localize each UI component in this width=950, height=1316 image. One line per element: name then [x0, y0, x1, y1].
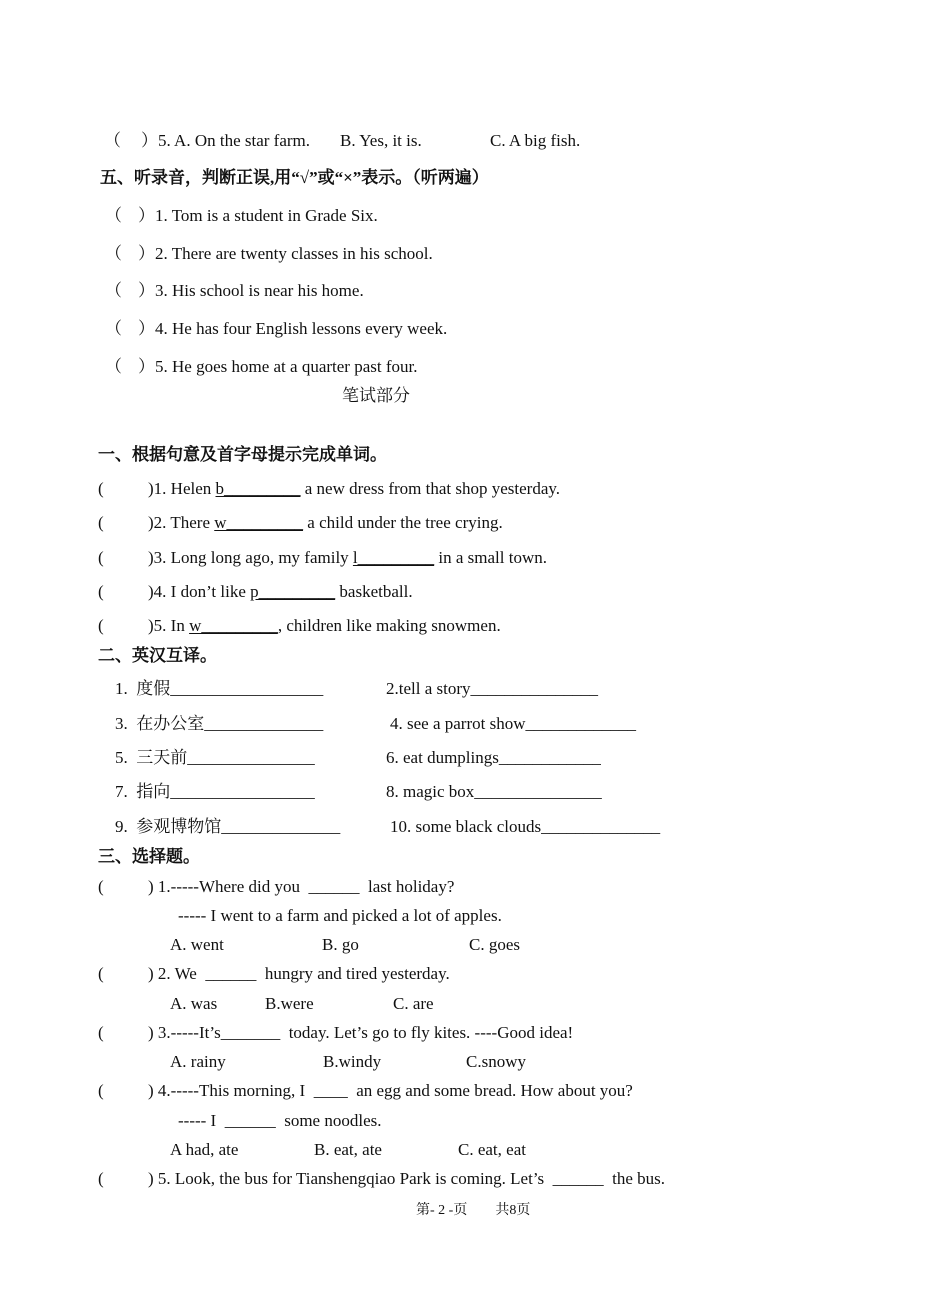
answer-bracket: （ — [105, 319, 122, 338]
blank-line: ______________ — [204, 714, 324, 733]
sentence-end: in a small town. — [434, 548, 548, 567]
translation-item — [115, 679, 323, 699]
answer-bracket: ( — [98, 1081, 104, 1100]
option-a: A. went — [170, 935, 224, 954]
blank-line: w_________ — [189, 616, 278, 635]
translation-item — [390, 817, 660, 837]
option-a: A had, ate — [170, 1140, 239, 1159]
blank-line: _______________ — [470, 679, 599, 698]
statement-text: ）1. Tom is a student in Grade Six. — [138, 206, 378, 225]
answer-bracket: （ — [105, 244, 122, 263]
sentence-start: )1. Helen — [148, 479, 216, 498]
answer-bracket: ( — [98, 1169, 104, 1188]
sentence-end: , children like making snowmen. — [277, 616, 501, 635]
blank-line: _________________ — [170, 782, 315, 801]
sentence-end: basketball. — [335, 582, 413, 601]
translation-item — [115, 748, 315, 768]
answer-bracket: ( — [98, 877, 104, 896]
translation-item — [115, 714, 323, 734]
fill-in-sentence — [148, 616, 501, 636]
item-label: 5. 三天前 — [115, 748, 188, 767]
answer-bracket: ( — [98, 479, 104, 498]
section-three-title: 三、选择题。 — [98, 847, 200, 866]
answer-bracket: ( — [98, 548, 104, 567]
item-label: 1. 度假 — [115, 679, 171, 698]
option-b: B. eat, ate — [314, 1140, 382, 1159]
answer-bracket: （ — [104, 131, 121, 150]
dialogue-reply: ----- I went to a farm and picked a lot of apples. — [178, 906, 502, 925]
sentence-end: a new dress from that shop yesterday. — [300, 479, 561, 498]
sentence-start: )5. In — [148, 616, 190, 635]
answer-bracket: ( — [98, 616, 104, 635]
blank-line: ____________ — [498, 748, 601, 767]
option-b: B. go — [322, 935, 359, 954]
option-b: B.were — [265, 994, 314, 1013]
dialogue-reply: ----- I ______ some noodles. — [178, 1111, 382, 1130]
option-b: B.windy — [323, 1052, 382, 1071]
blank-line: ______________ — [541, 817, 661, 836]
question-text: ）5. A. On the star farm. — [141, 131, 311, 150]
statement-text: ）5. He goes home at a quarter past four. — [138, 357, 418, 376]
answer-bracket: ( — [98, 1023, 104, 1042]
question-text: ) 1.-----Where did you ______ last holiday? — [148, 877, 455, 896]
blank-line: ______________ — [221, 817, 341, 836]
translation-item — [386, 782, 602, 802]
sentence-start: )2. There — [148, 513, 215, 532]
blank-line: l_________ — [352, 548, 435, 567]
section-five-title: 五、听录音，判断正误,用“√”或“×”表示。（听两遍） — [100, 168, 489, 187]
answer-bracket: ( — [98, 513, 104, 532]
question-text: ) 2. We ______ hungry and tired yesterday. — [148, 964, 450, 983]
item-label: 9. 参观博物馆 — [115, 817, 222, 836]
translation-item — [386, 679, 598, 699]
option-c: C. A big fish. — [490, 131, 581, 150]
option-c: C. are — [393, 994, 434, 1013]
option-b: B. Yes, it is. — [340, 131, 422, 150]
question-text: ) 5. Look, the bus for Tianshengqiao Park is coming. Let’s ______ the bus. — [148, 1169, 666, 1188]
blank-line: __________________ — [170, 679, 324, 698]
blank-line: _______________ — [187, 748, 315, 767]
option-a: A. was — [170, 994, 218, 1013]
sentence-start: )3. Long long ago, my family — [148, 548, 353, 567]
blank-line: _______________ — [474, 782, 602, 801]
answer-bracket: ( — [98, 582, 104, 601]
translation-item — [390, 714, 636, 734]
item-label: 6. eat dumplings — [386, 748, 499, 767]
answer-bracket: （ — [105, 357, 122, 376]
option-a: A. rainy — [170, 1052, 226, 1071]
fill-in-sentence — [148, 479, 560, 499]
blank-line: b_________ — [215, 479, 301, 498]
fill-in-sentence — [148, 582, 413, 602]
answer-bracket: ( — [98, 964, 104, 983]
sentence-start: )4. I don’t like — [148, 582, 251, 601]
translation-item — [386, 748, 601, 768]
statement-text: ）2. There are twenty classes in his school. — [138, 244, 433, 263]
option-c: C.snowy — [466, 1052, 526, 1071]
item-label: 4. see a parrot show — [390, 714, 526, 733]
option-c: C. eat, eat — [458, 1140, 526, 1159]
section-two-title: 二、英汉互译。 — [98, 646, 217, 665]
answer-bracket: （ — [105, 281, 122, 300]
blank-line: _____________ — [525, 714, 636, 733]
item-label: 10. some black clouds — [390, 817, 542, 836]
item-label: 3. 在办公室 — [115, 714, 205, 733]
fill-in-sentence — [148, 513, 503, 533]
sentence-end: a child under the tree crying. — [303, 513, 503, 532]
answer-bracket: （ — [105, 206, 122, 225]
question-text: ) 3.-----It’s_______ today. Let’s go to fly kites. ----Good idea! — [148, 1023, 574, 1042]
written-part-heading: 笔试部分 — [342, 386, 410, 405]
translation-item — [115, 782, 315, 802]
section-one-title: 一、根据句意及首字母提示完成单词。 — [98, 445, 387, 464]
translation-item — [115, 817, 340, 837]
question-text: ) 4.-----This morning, I ____ an egg and some bread. How about you? — [148, 1081, 633, 1100]
item-label: 8. magic box — [386, 782, 475, 801]
item-label: 2.tell a story — [386, 679, 471, 698]
item-label: 7. 指向 — [115, 782, 171, 801]
blank-line: w_________ — [214, 513, 304, 532]
statement-text: ）4. He has four English lessons every week. — [138, 319, 448, 338]
fill-in-sentence — [148, 548, 547, 568]
blank-line: p_________ — [250, 582, 336, 601]
option-c: C. goes — [469, 935, 520, 954]
page-footer: 第- 2 -页 共8页 — [416, 1203, 531, 1218]
statement-text: ）3. His school is near his home. — [138, 281, 364, 300]
